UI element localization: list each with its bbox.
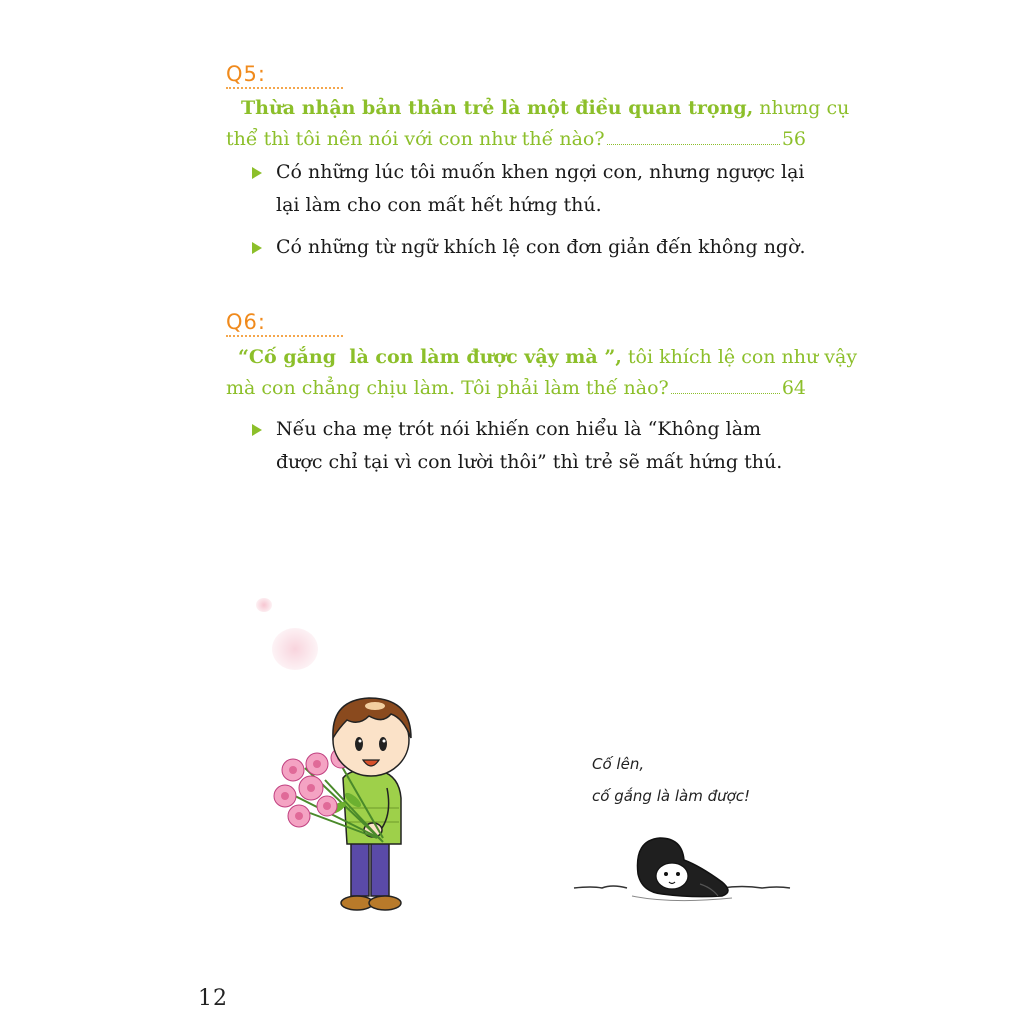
seal-illustration	[572, 830, 792, 910]
q6-question	[226, 342, 858, 404]
triangle-bullet-icon	[252, 424, 262, 436]
q5-question-rest: nhưng cụ	[753, 97, 850, 119]
q6-question-line1	[226, 342, 858, 373]
q6-question-bold: “Cố gắng là con làm được vậy mà ”,	[238, 346, 622, 368]
smudge-mark	[272, 628, 318, 670]
speech-text	[592, 748, 750, 812]
q5-label	[226, 62, 266, 86]
speech-line-2: cố gắng là làm được!	[592, 787, 751, 805]
q5-question-line2	[226, 124, 806, 155]
q6-page-ref: 64	[781, 377, 806, 399]
q6-question-rest: tôi khích lệ con như vậy	[621, 346, 858, 368]
q5-page-ref: 56	[781, 128, 806, 150]
speech-line-1: Cố lên,	[592, 755, 645, 773]
q6-bullet-1-text: Nếu cha mẹ trót nói khiến con hiểu là “Không làm được chỉ tại vì con lười thôi” thì trẻ sẽ mất hứng thú.	[276, 418, 783, 473]
smudge-mark	[256, 598, 272, 612]
q6-dot-leader	[671, 393, 780, 394]
q5-bullet-2-text: Có những từ ngữ khích lệ con đơn giản đến không ngờ.	[276, 236, 806, 258]
q6-label-underline	[226, 335, 343, 337]
q5-label-text: Q5:	[226, 62, 266, 86]
q5-bullet-1-text: Có những lúc tôi muốn khen ngợi con, nhưng ngược lại lại làm cho con mất hết hứng thú.	[276, 161, 805, 216]
q5-question-bold: Thừa nhận bản thân trẻ là một điều quan trọng,	[241, 97, 754, 119]
boy-with-flowers-illustration	[265, 688, 435, 923]
q5-question-line2-text: thể thì tôi nên nói với con như thế nào?	[226, 128, 605, 150]
q5-question-line1	[226, 93, 850, 124]
triangle-bullet-icon	[252, 167, 262, 179]
q6-question-line2-text: mà con chẳng chịu làm. Tôi phải làm thế nào?	[226, 377, 669, 399]
q6-question-line2	[226, 373, 806, 404]
q6-label-text: Q6:	[226, 310, 266, 334]
page-number: 12	[198, 986, 228, 1011]
triangle-bullet-icon	[252, 242, 262, 254]
q5-label-underline	[226, 87, 343, 89]
q5-bullet-2	[252, 231, 812, 264]
q5-question	[226, 93, 850, 155]
q5-dot-leader	[607, 144, 780, 145]
q6-bullet-1	[252, 413, 812, 479]
q6-label	[226, 310, 266, 334]
q5-bullet-1	[252, 156, 812, 222]
